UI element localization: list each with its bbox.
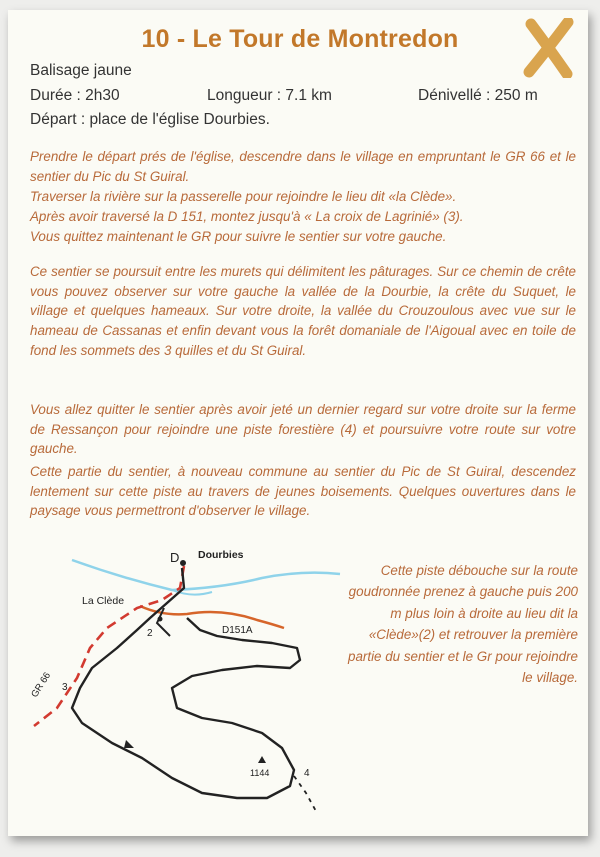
exit-trail [294,776,317,813]
page-title: 10 - Le Tour de Montredon [141,25,459,53]
point-2-marker [158,617,163,622]
depart-text: Départ : place de l'église Dourbies. [30,111,270,128]
summit-marker [258,756,266,763]
trail-cross-icon [523,18,575,78]
duree-text: Durée : 2h30 [30,87,120,104]
paragraph-descent: Cette partie du sentier, à nouveau commune au sentier du Pic de St Guiral, descendez lentement sur cette piste au travers de jeunes boisements. Quelques ouvertures dans le paysage vous permettront d'observer le village. [30,464,576,519]
label-road: D151A [222,625,253,636]
arrow-marker [124,740,134,748]
label-point-4: 4 [304,768,310,779]
label-start: D [170,550,180,565]
balisage-text: Balisage jaune [30,62,132,79]
label-point-2: 2 [147,628,153,639]
label-summit: 1144 [250,768,270,778]
gr66-trail [34,566,184,726]
paragraph-ressancon: Vous allez quitter le sentier après avoir jeté un dernier regard sur votre droite sur la ferme de Ressançon pour rejoindre une piste forestière (4) et poursuivre votre route sur votre gauche. [30,402,576,457]
label-clede: La Clède [82,595,125,607]
river-line [72,560,340,590]
denivele-text: Dénivellé : 250 m [418,87,538,104]
paragraph-return: Cette piste débouche sur la route goudronnée prenez à gauche puis 200 m plus loin à droite au lieu dit la «Clède»(2) et retrouver la première partie du sentier et le Gr pour rejoindre le village. [348,563,578,686]
start-marker [180,560,186,566]
paragraph-start: Prendre le départ prés de l'église, descendre dans le village en empruntant le GR 66 et le sentier du Pic du St Guiral. [30,149,576,184]
label-village: Dourbies [198,549,244,561]
paragraph-d151: Après avoir traversé la D 151, montez jusqu'à « La croix de Lagrinié» (3). [30,209,464,224]
label-point-3: 3 [62,682,68,693]
label-gr: GR 66 [29,670,54,700]
longueur-text: Longueur : 7.1 km [207,87,332,104]
route-map [22,548,342,818]
paragraph-river: Traverser la rivière sur la passerelle pour rejoindre le lieu dit «la Clède». [30,189,457,204]
paragraph-ridge: Ce sentier se poursuit entre les murets qui délimitent les pâturages. Sur ce chemin de crête vous pouvez observer sur votre gauche la vallée de la Dourbie, la crête du Suquet, le village et quelques hameaux. Sur votre droite, la vallée du Crouzoulous avec vue sur le hameau de Cassanas et enfin devant vous la forêt domaniale de l'Aigoual avec en toile de fond les sommets des 3 quilles et du St Guiral. [30,264,576,358]
paragraph-gr: Vous quittez maintenant le GR pour suivre le sentier sur votre gauche. [30,229,447,244]
